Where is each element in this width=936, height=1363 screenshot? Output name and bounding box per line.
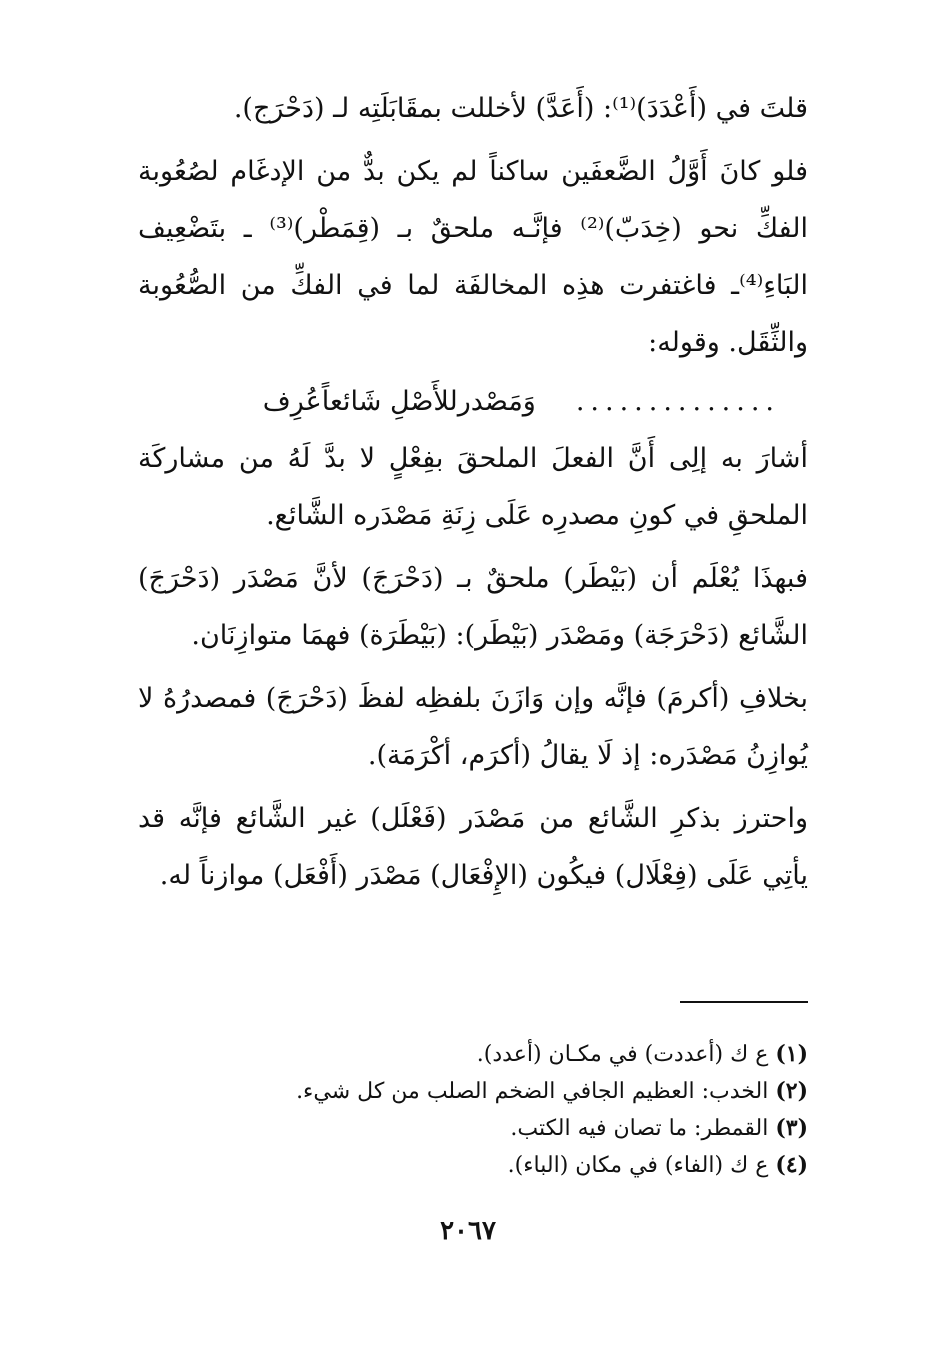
paragraph-4: فبهذَا يُعْلَم أن (بَيْطَر) ملحقٌ بـ (دَحْرَجَ) لأنَّ مَصْدَر (دَحْرَجَ) الشَّائع (دَحْرَجَة) ومَصْدَر (بَيْطَر): (بَيْطَرَة) فهمَا متوازِنَان. xyxy=(138,563,808,651)
footnote-text: القمطر: ما تصان فيه الكتب. xyxy=(510,1116,769,1141)
footnote-2 xyxy=(296,1073,808,1110)
page-number: ٢٠٦٧ xyxy=(440,1216,496,1246)
footnote-text: ع ك (أعددت) في مكـان (أعدد). xyxy=(476,1042,769,1067)
paragraph-6: واحترز بذكرِ الشَّائع من مَصْدَر (فَعْلَل) غير الشَّائع فإنَّه قد يأتِي عَلَى (فِعْلَال) فيكُون (الإِفْعَال) مَصْدَر (أَفْعَل) موازناً له. xyxy=(138,803,808,891)
footnote-1 xyxy=(300,1036,808,1073)
footnotes xyxy=(296,1036,808,1184)
main-text xyxy=(138,80,808,904)
footnote-text: ع ك (الفاء) في مكان (الباء). xyxy=(507,1153,769,1178)
footnote-separator xyxy=(680,1001,808,1003)
footnote-text: الخدب: العظيم الجافي الضخم الصلب من كل شيء. xyxy=(296,1079,769,1104)
footnote-4 xyxy=(300,1147,808,1184)
footnote-number: (٣) xyxy=(775,1115,808,1141)
verse-text: وَمَصْدرللأَصْلِ شَائعاًعُرِف xyxy=(262,386,536,417)
footnote-3 xyxy=(300,1110,808,1147)
paragraph-3: أشارَ به إلِى أَنَّ الفعلَ الملحقَ بفِعْلٍ لا بدَّ لَهُ من مشاركَة الملحقِ في كونِ مصدرِه عَلَى زِنَةِ مَصْدَره الشَّائع. xyxy=(138,443,808,531)
paragraph-1: قلتَ في (أَعْدَدَ)⁽¹⁾: (أَعَدَّ) لأخللت بمقَابَلَتِه لـ (دَحْرَج). xyxy=(233,93,808,124)
paragraph-2: فلو كانَ أَوَّلُ الضَّعفَين ساكناً لم يكن بدٌّ من الإدغَام لصُعُوبة الفكِّ نحو (خِدَبّ)⁽²⁾ فإنَّـه ملحقٌ بـ (قِمَطْر)⁽³⁾ ـ بتَضْعِيف البَاءِ⁽⁴⁾ـ فاغتفرت هذِه المخالفَة لما في الفكِّ من الصُّعُوبة والثِّقَل. وقوله: xyxy=(138,156,808,358)
footnote-number: (١) xyxy=(775,1041,808,1067)
verse-line xyxy=(138,373,808,430)
footnote-number: (٤) xyxy=(775,1152,808,1178)
footnote-number: (٢) xyxy=(775,1078,808,1104)
verse-dots: .............. xyxy=(575,386,780,417)
paragraph-5: بخلافِ (أكرمَ) فإنَّه وإن وَازَنَ بلفظِه لفظَ (دَحْرَجَ) فمصدرُهُ لا يُوازِنُ مَصْدَره: إذ لَا يقالُ (أكرَم، أكْرَمَة). xyxy=(138,683,808,771)
